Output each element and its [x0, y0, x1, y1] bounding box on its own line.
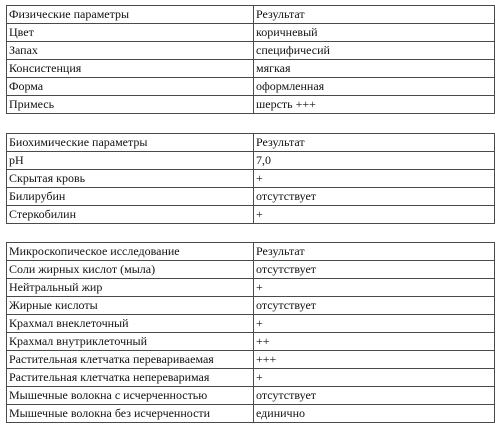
table-row [7, 96, 495, 114]
parameter-header: Микроскопическое исследование [7, 243, 254, 261]
parameter-cell: Форма [7, 78, 254, 96]
table-row [7, 333, 495, 351]
parameter-cell: Стеркобилин [7, 206, 254, 224]
parameter-cell: Примесь [7, 96, 254, 114]
result-cell: отсутствует [254, 188, 495, 206]
table-row [7, 42, 495, 60]
parameter-cell: Жирные кислоты [7, 297, 254, 315]
result-cell: + [254, 170, 495, 188]
parameter-cell: Скрытая кровь [7, 170, 254, 188]
table-row [7, 369, 495, 387]
table-row [7, 152, 495, 170]
result-cell: специфичесий [254, 42, 495, 60]
table-header-row [7, 6, 495, 24]
parameter-cell: Соли жирных кислот (мыла) [7, 261, 254, 279]
table-row [7, 78, 495, 96]
table-row [7, 351, 495, 369]
result-cell: отсутствует [254, 261, 495, 279]
result-cell: + [254, 369, 495, 387]
table-row [7, 297, 495, 315]
parameter-header: Биохимические параметры [7, 134, 254, 152]
result-cell: +++ [254, 351, 495, 369]
result-cell: 7,0 [254, 152, 495, 170]
result-cell: + [254, 206, 495, 224]
parameter-cell: Запах [7, 42, 254, 60]
physical-parameters-table [6, 5, 495, 114]
result-cell: шерсть +++ [254, 96, 495, 114]
table-header-row [7, 134, 495, 152]
table-row [7, 315, 495, 333]
parameter-cell: Консистенция [7, 60, 254, 78]
parameter-cell: Цвет [7, 24, 254, 42]
table-row [7, 261, 495, 279]
result-header: Результат [254, 134, 495, 152]
parameter-cell: Нейтральный жир [7, 279, 254, 297]
result-cell: + [254, 279, 495, 297]
result-cell: коричневый [254, 24, 495, 42]
result-cell: единично [254, 405, 495, 423]
result-cell: мягкая [254, 60, 495, 78]
parameter-cell: Билирубин [7, 188, 254, 206]
table-row [7, 60, 495, 78]
parameter-cell: Крахмал внеклеточный [7, 315, 254, 333]
table-row [7, 387, 495, 405]
parameter-cell: Крахмал внутриклеточный [7, 333, 254, 351]
table-row [7, 279, 495, 297]
table-row [7, 206, 495, 224]
result-cell: оформленная [254, 78, 495, 96]
parameter-cell: Растительная клетчатка перевариваемая [7, 351, 254, 369]
result-cell: отсутствует [254, 297, 495, 315]
result-header: Результат [254, 6, 495, 24]
parameter-cell: pH [7, 152, 254, 170]
table-row [7, 188, 495, 206]
microscopic-examination-table [6, 242, 495, 423]
parameter-cell: Мышечные волокна с исчерченностью [7, 387, 254, 405]
parameter-cell: Мышечные волокна без исчерченности [7, 405, 254, 423]
table-row [7, 405, 495, 423]
result-cell: + [254, 315, 495, 333]
result-cell: отсутствует [254, 387, 495, 405]
result-cell: ++ [254, 333, 495, 351]
table-row [7, 24, 495, 42]
biochemical-parameters-table [6, 133, 495, 224]
table-row [7, 170, 495, 188]
parameter-cell: Растительная клетчатка непереваримая [7, 369, 254, 387]
table-header-row [7, 243, 495, 261]
result-header: Результат [254, 243, 495, 261]
parameter-header: Физические параметры [7, 6, 254, 24]
